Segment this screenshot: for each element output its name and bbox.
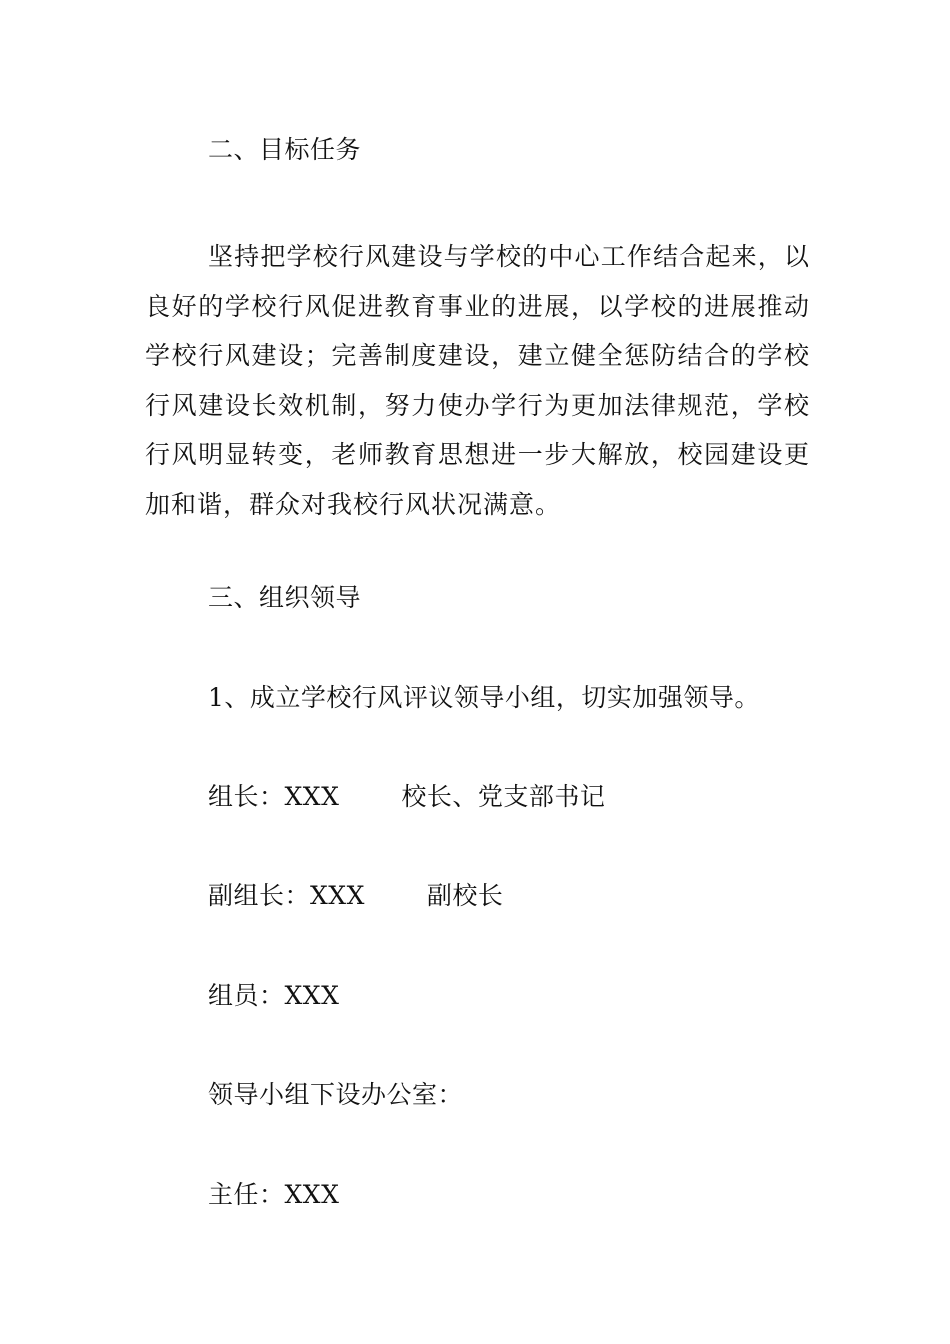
section-heading-organization: 三、组织领导 — [208, 583, 362, 612]
leader-label: 组长：XXX — [208, 782, 340, 811]
director-line: 主任：XXX — [208, 1180, 340, 1209]
leader-role: 校长、党支部书记 — [401, 782, 606, 811]
office-intro-line: 领导小组下设办公室： — [208, 1080, 464, 1109]
deputy-role: 副校长 — [426, 881, 504, 910]
deputy-label: 副组长：XXX — [208, 881, 365, 910]
section-heading-goals: 二、目标任务 — [208, 135, 362, 164]
members-line: 组员：XXX — [208, 981, 340, 1010]
leader-line — [208, 782, 605, 812]
item-establish-group: 1、成立学校行风评议领导小组，切实加强领导。 — [208, 683, 760, 712]
deputy-line — [208, 881, 503, 911]
goals-paragraph: 坚持把学校行风建设与学校的中心工作结合起来，以良好的学校行风促进教育事业的进展，以学校的进展推动学校行风建设；完善制度建设，建立健全惩防结合的学校行风建设长效机制，努力使办学行为更加法律规范，学校行风明显转变，老师教育思想进一步大解放，校园建设更加和谐，群众对我校行风状况满意。 — [145, 242, 810, 519]
